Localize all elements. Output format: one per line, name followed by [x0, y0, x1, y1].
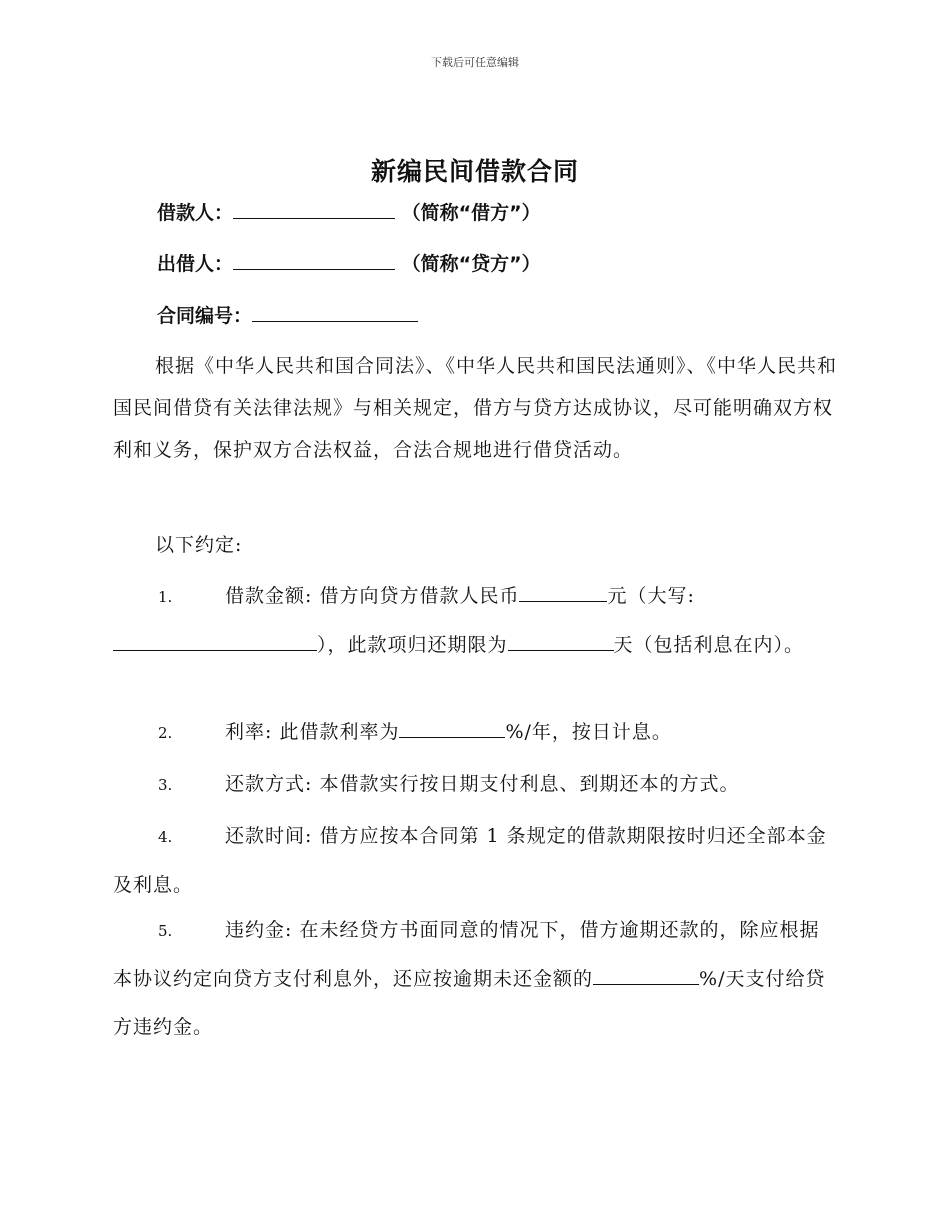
lender-blank[interactable]	[233, 249, 395, 270]
borrower-blank[interactable]	[233, 198, 395, 219]
clause-number: 1.	[158, 588, 173, 606]
clause-text: 利率: 此借款利率为	[225, 721, 400, 743]
clause-text: %/年，按日计息。	[505, 721, 672, 743]
clause-3	[113, 760, 838, 809]
clause-number: 4.	[158, 828, 173, 846]
document-title: 新编民间借款合同	[370, 157, 579, 186]
contract-number-line	[157, 301, 418, 328]
clause-text: 违约金: 在未经贷方书面同意的情况下，借方逾期还款的，除应根据本协议约定向贷方支付利息外，还应按逾期未还金额的	[113, 919, 820, 990]
clause-5	[113, 906, 838, 1051]
lender-label: 出借人：	[157, 253, 234, 275]
amount-words-blank[interactable]	[113, 632, 317, 651]
borrower-suffix: （简称“借方”）	[401, 202, 541, 224]
clause-text: ），此款项归还期限为	[317, 634, 508, 656]
preamble-paragraph: 根据《中华人民共和国合同法》、《中华人民共和国民法通则》、《中华人民共和国民间借贷有关法律法规》与相关规定，借方与贷方达成协议，尽可能明确双方权利和义务，保护双方合法权益，合法合规地进行借贷活动。	[113, 355, 838, 461]
lender-suffix: （简称“贷方”）	[401, 253, 541, 275]
penalty-rate-blank[interactable]	[593, 966, 699, 985]
clause-number: 2.	[158, 724, 173, 742]
interest-rate-blank[interactable]	[399, 719, 505, 738]
lender-line	[157, 249, 541, 276]
clause-text: 借款金额: 借方向贷方借款人民币	[225, 585, 520, 607]
clause-number: 5.	[158, 922, 173, 940]
clause-1	[113, 572, 838, 669]
clause-text: 还款方式: 本借款实行按日期支付利息、到期还本的方式。	[225, 773, 740, 795]
clause-text: %/天支付给贷方违约金。	[113, 968, 826, 1038]
borrower-line	[157, 198, 541, 225]
clause-4	[113, 812, 838, 909]
clause-text: 还款时间: 借方应按本合同第 1 条规定的借款期限按时归还全部本金及利息。	[113, 825, 827, 896]
contract-number-label: 合同编号：	[157, 305, 253, 327]
clause-2	[113, 708, 838, 757]
clause-text: 元（大写:	[607, 585, 695, 607]
clause-number: 3.	[158, 776, 173, 794]
agreement-intro: 以下约定:	[155, 534, 243, 556]
amount-blank[interactable]	[519, 583, 607, 602]
contract-number-blank[interactable]	[252, 301, 418, 322]
term-days-blank[interactable]	[508, 632, 614, 651]
header-note: 下载后可任意编辑	[431, 56, 519, 69]
clause-text: 天（包括利息在内）。	[613, 634, 805, 656]
borrower-label: 借款人：	[157, 202, 234, 224]
